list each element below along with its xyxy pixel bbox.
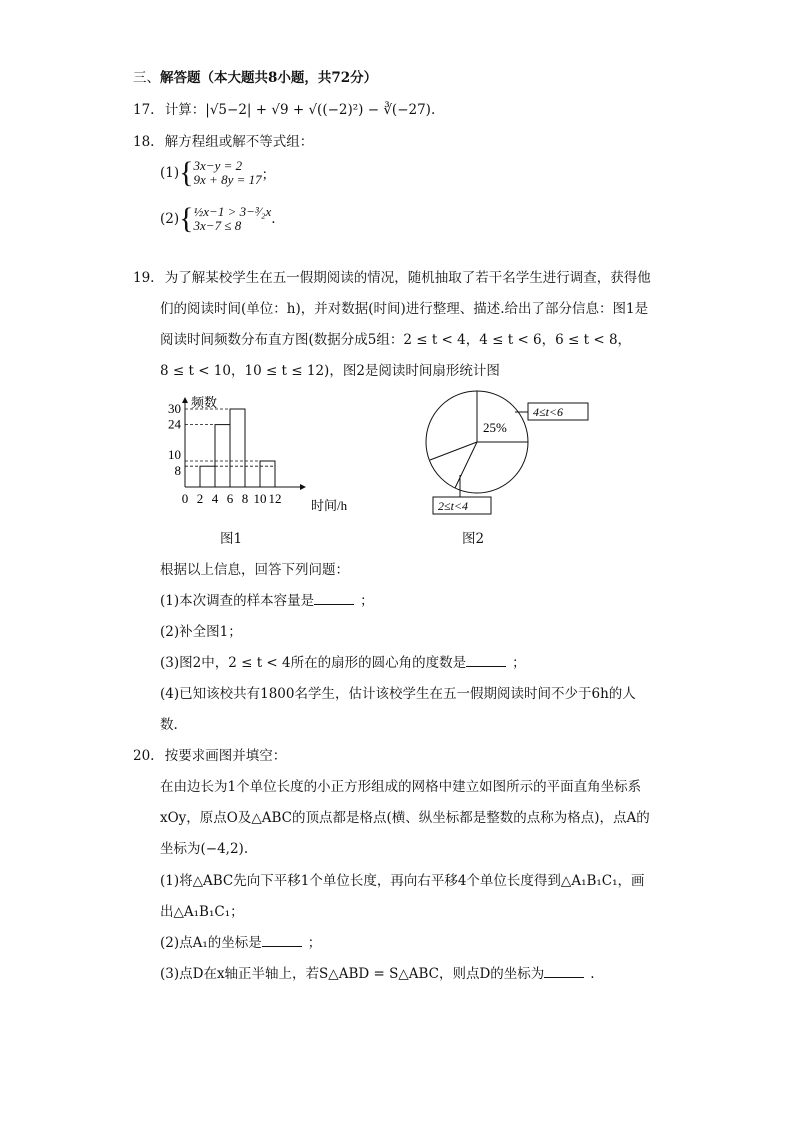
punctuation: . bbox=[271, 211, 276, 227]
histogram-figure bbox=[155, 392, 370, 517]
question-18 bbox=[133, 130, 313, 150]
question-17 bbox=[133, 98, 435, 118]
question-20-sub2 bbox=[160, 931, 321, 951]
bars bbox=[200, 409, 275, 487]
question-19-sub4: (4)已知该校共有1800名学生，估计该校学生在五一假期阅读时间不少于6h的人 bbox=[160, 686, 636, 702]
histogram-bar-2-4 bbox=[200, 466, 215, 487]
part-label: (1) bbox=[160, 165, 180, 181]
x-tick-label: 10 bbox=[253, 491, 267, 506]
pie-slice-label: 2≤t<4 bbox=[438, 499, 469, 513]
y-tick-labels bbox=[168, 401, 182, 478]
question-19-sub3 bbox=[160, 651, 526, 671]
question-number: 20. bbox=[133, 748, 155, 764]
question-20-sub1-cont: 出△A₁B₁C₁； bbox=[160, 904, 244, 920]
figure-1-caption: 图1 bbox=[220, 531, 243, 547]
punctuation: ； bbox=[261, 167, 276, 183]
question-20-line: 坐标为(−4,2). bbox=[160, 841, 249, 857]
sub-question-text: (1)本次调查的样本容量是 bbox=[160, 593, 315, 609]
section-title: 解答题 bbox=[160, 70, 201, 86]
part-label: (2) bbox=[160, 211, 180, 227]
equation-line: 3x−y = 2 bbox=[193, 158, 243, 173]
answer-blank[interactable] bbox=[544, 964, 584, 978]
question-19-line: 为了解某校学生在五一假期阅读的情况，随机抽取了若干名学生进行调查，获得他 bbox=[164, 270, 651, 286]
histogram-bar-4-6 bbox=[215, 425, 230, 487]
question-19-line: 8 ≤ t < 10，10 ≤ t ≤ 12)，图2是阅读时间扇形统计图 bbox=[160, 363, 500, 379]
question-number: 17. bbox=[133, 102, 155, 118]
question-20-line: xOy，原点O及△ABC的顶点都是格点(横、纵坐标都是整数的点称为格点)，点A的 bbox=[160, 810, 650, 826]
question-20-stem: 按要求画图并填空： bbox=[164, 748, 287, 764]
histogram-bar-10-12 bbox=[260, 461, 275, 487]
question-20 bbox=[133, 744, 286, 764]
question-20-sub3 bbox=[160, 962, 595, 982]
question-18-stem: 解方程组或解不等式组： bbox=[164, 134, 314, 150]
figure-2-caption: 图2 bbox=[462, 531, 485, 547]
pie-percent-label: 25% bbox=[483, 420, 507, 435]
punctuation: ； bbox=[307, 935, 322, 951]
inequality-line: ½x−1 > 3−³⁄₂x bbox=[193, 204, 272, 219]
x-tick-label: 2 bbox=[196, 491, 204, 506]
x-tick-label: 0 bbox=[181, 491, 189, 506]
y-axis-label: 频数 bbox=[191, 395, 218, 410]
punctuation: . bbox=[590, 966, 595, 982]
pie-figure bbox=[420, 390, 605, 520]
y-tick-label: 8 bbox=[174, 463, 181, 479]
question-19-lead: 根据以上信息，回答下列问题： bbox=[160, 562, 349, 578]
question-19-line: 们的阅读时间(单位：h)，并对数据(时间)进行整理、描述.给出了部分信息：图1是 bbox=[160, 301, 649, 317]
equation-system bbox=[194, 159, 262, 187]
pie-slice-label: 4≤t<6 bbox=[533, 405, 564, 419]
y-tick-label: 30 bbox=[168, 401, 181, 416]
answer-blank[interactable] bbox=[262, 933, 302, 947]
question-18-part2 bbox=[160, 204, 276, 234]
left-brace: { bbox=[179, 156, 194, 189]
question-20-sub1: (1)将△ABC先向下平移1个单位长度，再向右平移4个单位长度得到△A₁B₁C₁，画 bbox=[160, 873, 645, 889]
punctuation: ； bbox=[360, 593, 374, 609]
sub-question-text: (2)点A₁的坐标是 bbox=[160, 935, 262, 951]
question-19-sub2: (2)补全图1； bbox=[160, 624, 242, 640]
left-brace: { bbox=[179, 202, 194, 235]
question-18-part1 bbox=[160, 158, 275, 188]
question-20-line: 在由边长为1个单位长度的小正方形组成的网格中建立如图所示的平面直角坐标系 bbox=[160, 779, 642, 795]
inequality-system bbox=[194, 205, 272, 233]
y-tick-label: 10 bbox=[168, 447, 181, 462]
question-number: 18. bbox=[133, 134, 155, 150]
x-tick-labels bbox=[182, 491, 282, 506]
answer-blank[interactable] bbox=[314, 591, 354, 605]
punctuation: ； bbox=[512, 655, 526, 671]
answer-blank[interactable] bbox=[466, 653, 506, 667]
section-heading bbox=[133, 66, 377, 86]
x-tick-label: 4 bbox=[211, 491, 219, 506]
question-19-sub4-cont: 数. bbox=[160, 717, 178, 733]
x-tick-label: 8 bbox=[241, 491, 249, 506]
x-tick-label: 12 bbox=[268, 491, 282, 506]
question-17-text: 计算：|√5−2| + √9 + √((−2)²) − ∛(−27). bbox=[164, 102, 436, 118]
y-tick-label: 24 bbox=[168, 416, 181, 432]
x-tick-label: 6 bbox=[226, 491, 234, 506]
equation-line: 9x + 8y = 17 bbox=[193, 172, 262, 187]
question-19 bbox=[133, 266, 651, 286]
question-19-line: 阅读时间频数分布直方图(数据分成5组：2 ≤ t < 4，4 ≤ t < 6，6 ≤ t < 8， bbox=[160, 332, 632, 348]
inequality-line: 3x−7 ≤ 8 bbox=[193, 218, 242, 233]
sub-question-text: (3)图2中，2 ≤ t < 4所在的扇形的圆心角的度数是 bbox=[160, 655, 467, 671]
x-axis-label: 时间/h bbox=[311, 498, 348, 513]
histogram-bar-6-8 bbox=[230, 409, 245, 487]
sub-question-text: (3)点D在x轴正半轴上，若S△ABD = S△ABC，则点D的坐标为 bbox=[160, 966, 545, 982]
question-19-sub1 bbox=[160, 589, 374, 609]
section-number: 三、 bbox=[133, 70, 160, 86]
section-note: （本大题共8小题，共72分） bbox=[200, 70, 378, 86]
question-number: 19. bbox=[133, 270, 155, 286]
